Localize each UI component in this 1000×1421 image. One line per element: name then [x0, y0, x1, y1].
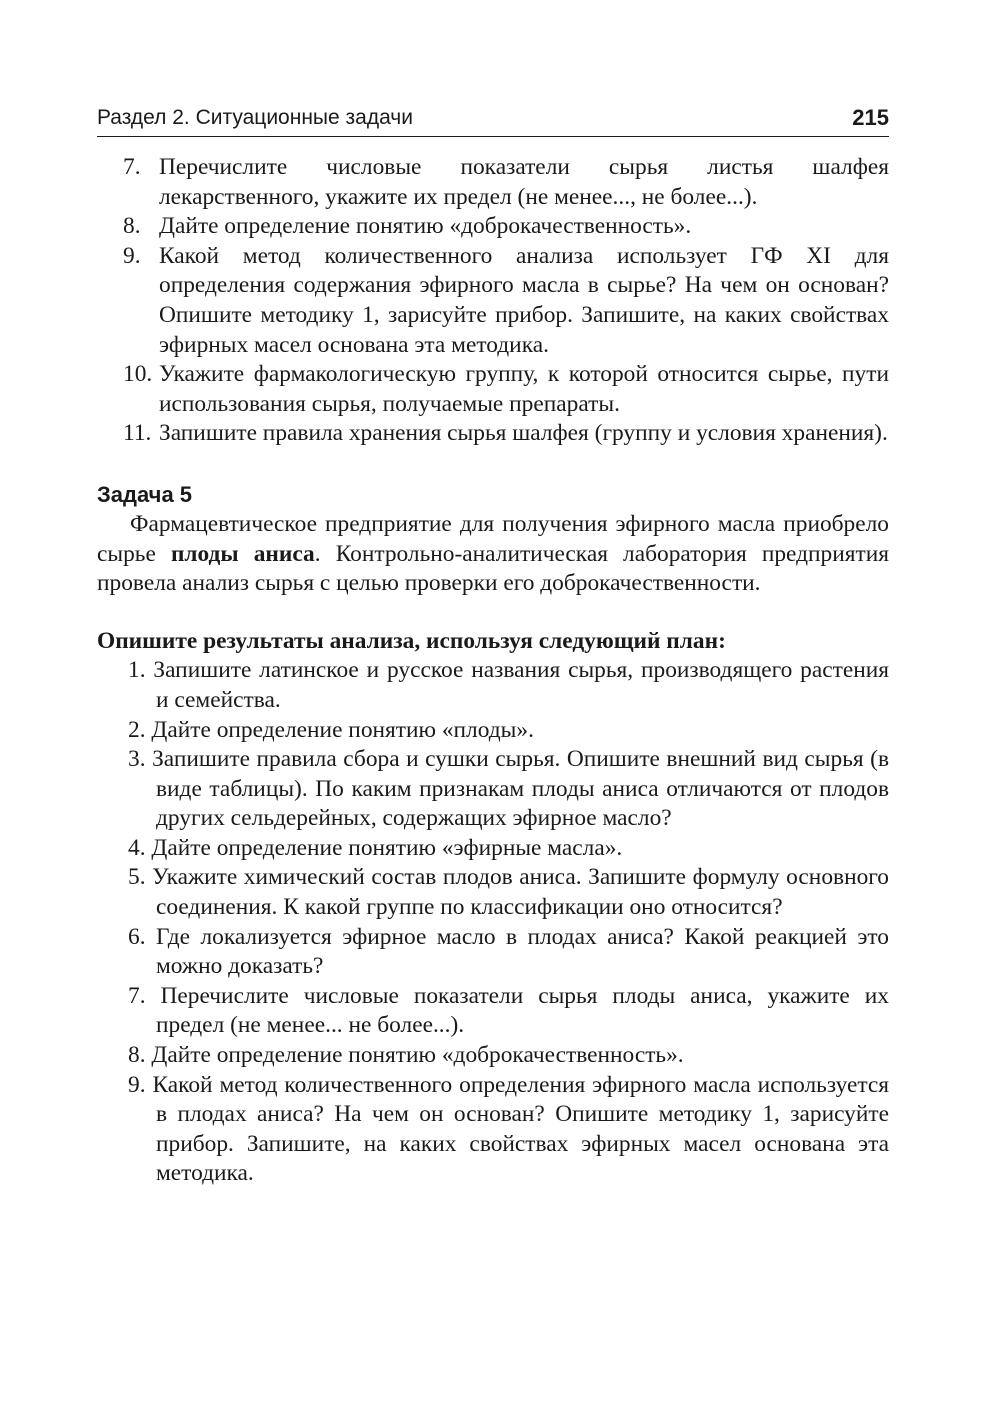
- page-number: 215: [852, 105, 889, 130]
- plan-item: [97, 716, 889, 746]
- item-number: 8.: [123, 213, 141, 240]
- item-text: Перечислите числовые показатели сырья листья шалфея лекарственного, укажите их предел (не менее..., не более...).: [159, 154, 889, 210]
- section-title: Раздел 2. Ситуационные задачи: [97, 106, 413, 129]
- list-item: [123, 212, 889, 242]
- item-text: Запишите латинское и русское названия сырья, производящего растения и семейства.: [153, 657, 889, 713]
- plan-item: [97, 982, 889, 1041]
- plan-item: [97, 656, 889, 715]
- item-text: Запишите правила сбора и сушки сырья. Опишите внешний вид сырья (в виде таблицы). По каким признакам плоды аниса отличаются от плодов других сельдерейных, содержащих эфирное масло?: [152, 746, 889, 832]
- item-number: 4.: [128, 834, 146, 861]
- plan-item: [97, 1071, 889, 1189]
- task-intro: [97, 510, 889, 599]
- item-number: 9.: [128, 1071, 146, 1098]
- item-text: Дайте определение понятию «плоды».: [151, 716, 534, 743]
- item-number: 7.: [123, 154, 141, 180]
- list-item: [123, 419, 889, 449]
- plan-item: [97, 1041, 889, 1071]
- item-number: 5.: [128, 864, 146, 891]
- item-number: 3.: [128, 746, 146, 773]
- plan-item: [97, 834, 889, 864]
- list-item: [123, 242, 889, 360]
- item-text: Укажите химический состав плодов аниса. Запишите формулу основного соединения. К какой группе по классификации оно относится?: [152, 864, 889, 921]
- item-text: Укажите фармакологическую группу, к которой относится сырье, пути использования сырья, получаемые препараты.: [159, 361, 889, 417]
- task-intro-start: Фармацевтическое предприятие для получения эфирного масла приобрело сырье: [97, 510, 889, 567]
- item-number: 2.: [128, 716, 146, 743]
- plan-item: [97, 745, 889, 834]
- item-number: 1.: [128, 657, 146, 684]
- list-item: [123, 153, 889, 212]
- item-number: 7.: [128, 982, 146, 1009]
- task-intro-end: . Контрольно-аналитическая лаборатория предприятия провела анализ сырья с целью проверки его доброкачественности.: [97, 540, 890, 597]
- item-text: Дайте определение понятию «эфирные масла».: [151, 834, 623, 861]
- plan-item: [97, 863, 889, 922]
- item-number: 11.: [123, 420, 152, 447]
- running-header: [97, 104, 889, 137]
- plan-list: [97, 656, 889, 1189]
- task-title: Задача 5: [97, 481, 193, 507]
- item-number: 9.: [123, 242, 141, 269]
- item-text: Перечислите числовые показатели сырья плоды аниса, укажите их предел (не менее... не более...).: [156, 982, 889, 1039]
- task-intro-bold: плоды аниса: [170, 540, 315, 567]
- item-text: Запишите правила хранения сырья шалфея (группу и условия хранения).: [159, 420, 888, 447]
- item-text: Какой метод количественного определения эфирного масла используется в плодах аниса? На чем он основан? Опишите методику 1, зарисуйте прибор. Запишите, на каких свойствах эфирных масел основана эта методика.: [152, 1071, 889, 1187]
- item-text: Дайте определение понятию «доброкачественность».: [159, 213, 692, 240]
- continued-question-list: [97, 153, 889, 449]
- item-number: 6.: [128, 923, 146, 950]
- page-body: [97, 153, 889, 1189]
- item-text: Какой метод количественного анализа использует ГФ XI для определения содержания эфирного масла в сырье? На чем он основан? Опишите методику 1, зарисуйте прибор. Запишите, на каких свойствах эфирных масел основана эта методика.: [159, 242, 889, 358]
- item-text: Дайте определение понятию «доброкачественность».: [151, 1042, 684, 1069]
- item-text: Где локализуется эфирное масло в плодах аниса? Какой реакцией это можно доказать?: [155, 923, 889, 980]
- plan-heading: Опишите результаты анализа, используя следующий план:: [97, 627, 726, 654]
- item-number: 10.: [123, 361, 153, 388]
- item-number: 8.: [128, 1042, 146, 1069]
- plan-item: [97, 923, 889, 982]
- list-item: [123, 360, 889, 419]
